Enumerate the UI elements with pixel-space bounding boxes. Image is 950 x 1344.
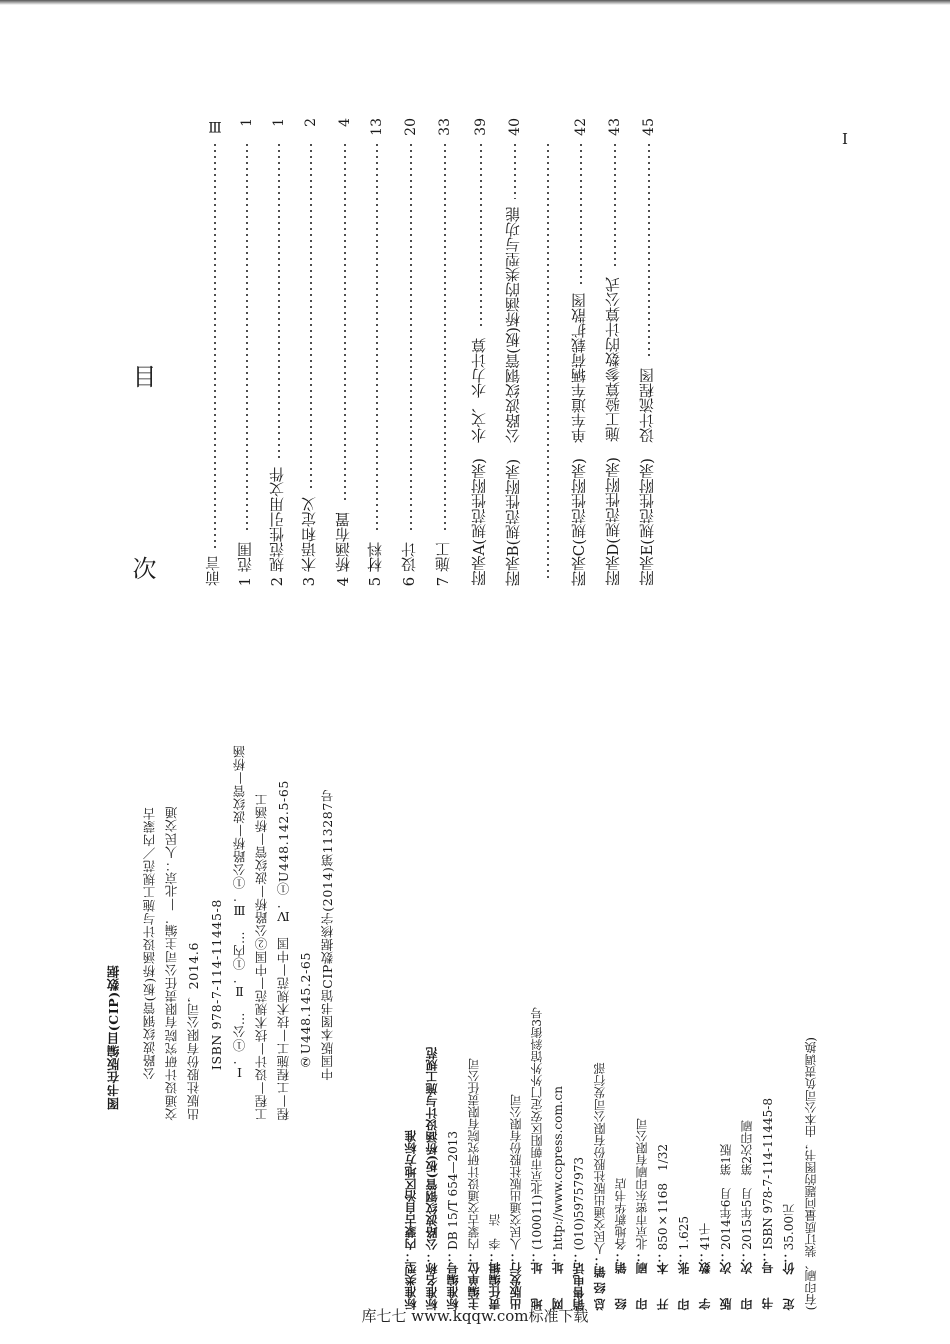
info-row-standard-type: 标准类型：内蒙古自治区地方标准 <box>404 1130 418 1310</box>
toc-entry-title: 4 桥涵布置 <box>334 511 352 586</box>
info-row-phone: 销售电话：(010)59757973 <box>572 1156 586 1310</box>
toc-title: 目 次 <box>128 364 156 620</box>
info-row-responsible-editor: 责任编辑：李 洁 <box>488 1214 502 1310</box>
info-row-distributor: 总 经 销：人民交通出版社股份有限公司发行部 <box>593 1061 607 1310</box>
info-row-edition: 版 次：2014年6月 第1版 <box>719 1144 733 1310</box>
info-row-price: 定 价：35.00元 <box>782 1203 796 1310</box>
toc-entry-title: 5 材料 <box>366 541 384 586</box>
info-row-address: 地 址：(100011)北京市朝阳区安定门外外馆斜街3号 <box>530 1007 544 1310</box>
cip-heading: 图书在版编目(CIP)数据 <box>106 965 121 1110</box>
info-row-standard-name: 标准名称：公路波纹钢管(板)桥涵设计与施工规范 <box>425 1046 439 1310</box>
toc-dot-leader <box>213 142 217 548</box>
toc-dot-leader <box>343 142 347 504</box>
toc-page-number: 43 <box>607 118 623 136</box>
toc-page-number: 20 <box>403 118 419 136</box>
cip-line: Ⅰ．①公… Ⅱ．①内… Ⅲ．①公路桥—波纹管—桥涵 <box>232 745 247 1080</box>
toc-dot-leader <box>613 142 617 269</box>
page-number: Ⅰ <box>836 130 854 148</box>
toc-dot-leader <box>647 142 651 360</box>
info-row-format: 开 本：850×1168 1/32 <box>656 1143 670 1310</box>
toc-dot-leader <box>513 142 517 199</box>
toc-page-number: 42 <box>573 118 589 136</box>
cip-line: ②U448.145.2-65 <box>298 952 313 1070</box>
toc-dot-leader <box>277 142 281 459</box>
toc-entry-title: 附录C(规范性附录) 单车道车辆荷载扩散图 <box>570 292 588 586</box>
toc-entry-title: 附录E(规范性附录) 设计流程图 <box>638 368 656 586</box>
toc-entry-title: 前言 <box>204 556 222 586</box>
toc-dot-leader <box>245 142 249 534</box>
toc-dot-leader <box>443 142 447 534</box>
toc-page-number: 1 <box>239 118 255 127</box>
toc-dot-leader <box>409 142 413 534</box>
scan-edge <box>0 0 950 5</box>
info-row-standard-number: 标准编号：DB 15/T 654—2013 <box>446 1131 460 1310</box>
cip-line: 中国版本图书馆CIP数据核字(2014)第113287号 <box>320 788 335 1080</box>
info-row-sheets: 印 张：1.625 <box>677 1215 691 1310</box>
cip-line: ISBN 978-7-114-11445-8 <box>209 898 224 1070</box>
info-row-word-count: 字 数：41千 <box>698 1222 712 1310</box>
info-row-printing: 印 次：2015年5月 第2次印刷 <box>740 1120 754 1310</box>
cip-line: 出版社股份有限公司，2014.6 <box>186 941 201 1120</box>
toc-page-number: 45 <box>641 118 657 136</box>
toc-page-number: 2 <box>303 118 319 127</box>
toc-page-number: 40 <box>507 118 523 136</box>
toc-entry-title: 6 设计 <box>400 541 418 586</box>
info-row-editor-unit: 主编单位：内蒙古交通设计研究院有限责任公司 <box>467 1058 481 1310</box>
info-row-printer: 印 刷：北京市密东印刷有限公司 <box>635 1118 649 1310</box>
toc-dot-leader <box>546 142 550 582</box>
toc-dot-leader <box>579 142 583 285</box>
toc-dot-leader <box>375 142 379 534</box>
toc-entry-title: 2 规范性引用文件 <box>268 466 286 586</box>
toc-page-number: 39 <box>473 118 489 136</box>
toc-entry-title: 附录D(规范性附录) 施工验算参数的计算公式 <box>604 277 622 586</box>
toc-entry-title: 3 术语和定义 <box>300 496 318 586</box>
toc-entry-title: 附录B(规范性附录) 公路波纹钢管(板)桥涵的类型与功能 <box>504 206 522 586</box>
toc-entry-title: 1 范围 <box>236 541 254 586</box>
cip-line: 程—工程施工—技术规范—中国 Ⅳ．①U448.142.5-65 <box>276 779 291 1120</box>
info-row-dealer: 经 销：各地新华书店 <box>614 1178 628 1310</box>
cip-line: 交通设计研究院有限责任公司主编．—北京：人民交通 <box>164 805 179 1120</box>
toc-page-number: Ⅲ <box>207 118 223 134</box>
toc-page-number: 13 <box>369 118 385 136</box>
toc-dot-leader <box>479 142 483 330</box>
info-row-isbn: 书 号：ISBN 978-7-114-11445-8 <box>761 1098 775 1310</box>
toc-page-number: 1 <box>271 118 287 127</box>
toc-entry-title: 7 施工 <box>434 541 452 586</box>
toc-page-number: 33 <box>437 118 453 136</box>
toc-dot-leader <box>309 142 313 489</box>
publication-info <box>405 850 850 1310</box>
toc-page-number: 4 <box>337 118 353 127</box>
toc-entry-title: 附录A(规范性附录) 水文、水力计算 <box>470 338 488 586</box>
cip-line: 工程—设计—技术规范—中国②公路桥—波纹管—桥涵工 <box>254 792 269 1120</box>
info-row-publisher: 出版发行：人民交通出版社股份有限公司 <box>509 1094 523 1310</box>
cip-line: 公路波纹钢管(板)桥涵设计与施工规范／内蒙古 <box>142 807 157 1080</box>
footer-watermark: 库七七 www.kqqw.com标准下载 <box>361 1307 589 1325</box>
info-row-website: 网 址：http://www.ccpress.com.cn <box>551 1085 565 1310</box>
info-note: (有印刷、装订质量问题的图书，由本公司负责调换) <box>804 1036 818 1310</box>
